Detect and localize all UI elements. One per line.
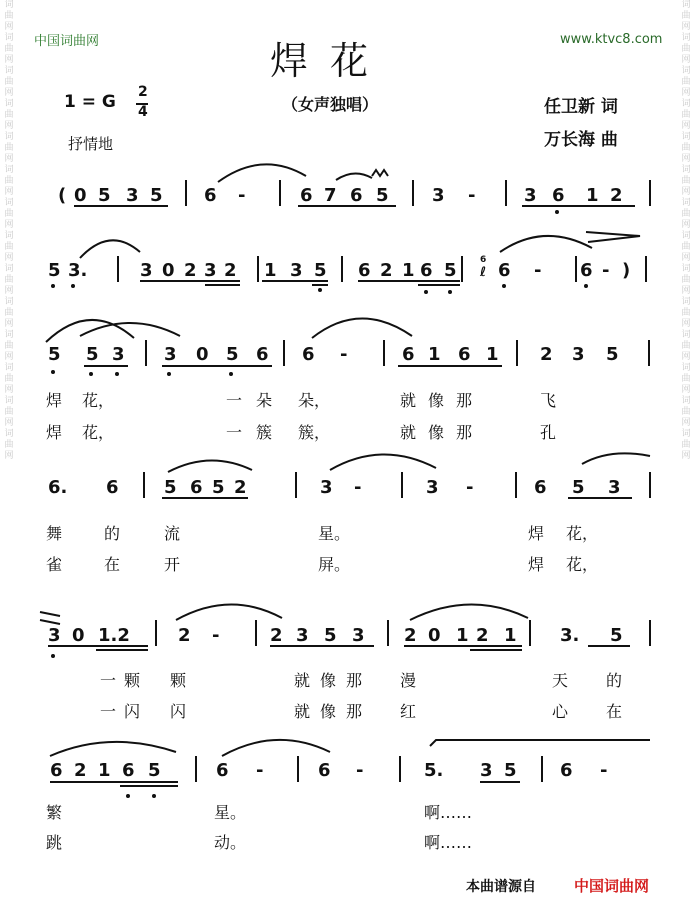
performance-note: （女声独唱） — [282, 95, 379, 114]
lyric-char: 就 — [400, 391, 417, 410]
lyricist-credit: 任卫新 词 — [544, 97, 618, 117]
svg-text:2: 2 — [184, 260, 197, 281]
svg-text:1: 1 — [456, 625, 469, 646]
svg-text:-: - — [354, 477, 362, 498]
svg-text:6: 6 — [318, 760, 331, 781]
svg-text:6: 6 — [402, 344, 415, 365]
time-signature-top: 2 — [138, 84, 148, 100]
svg-text:1: 1 — [504, 625, 517, 646]
svg-text:3: 3 — [204, 260, 217, 281]
svg-text:-: - — [602, 260, 610, 281]
lyric-char: 一 — [226, 423, 243, 442]
svg-text:5.: 5. — [424, 760, 444, 781]
lyric-char: 的 — [606, 671, 623, 690]
key-signature: 1 = G — [64, 92, 116, 112]
svg-text:6: 6 — [498, 260, 511, 281]
lyric-char: 朵， — [298, 391, 331, 410]
svg-text:6: 6 — [50, 760, 63, 781]
lyric-char: 闪 — [124, 702, 141, 721]
svg-text:6: 6 — [480, 255, 487, 265]
svg-text:6: 6 — [216, 760, 229, 781]
lyric-char: 就 — [400, 423, 417, 442]
svg-text:-: - — [238, 185, 246, 206]
svg-text:2: 2 — [234, 477, 247, 498]
svg-text:5: 5 — [212, 477, 225, 498]
svg-text:3: 3 — [480, 760, 493, 781]
lyric-char: 一 — [100, 702, 117, 721]
svg-text:2: 2 — [224, 260, 237, 281]
lyric-char: 花， — [566, 555, 599, 574]
svg-text:5: 5 — [150, 185, 163, 206]
svg-text:0: 0 — [72, 625, 85, 646]
lyric-char: 雀 — [46, 555, 63, 574]
lyric-char: 就 — [294, 702, 311, 721]
svg-text:5: 5 — [324, 625, 337, 646]
svg-text:6: 6 — [420, 260, 433, 281]
composer-credit: 万长海 曲 — [544, 130, 618, 150]
svg-text:-: - — [256, 760, 264, 781]
lyric-char: 啊…… — [424, 833, 473, 852]
svg-text:3.: 3. — [560, 625, 580, 646]
lyric-char: 一 — [226, 391, 243, 410]
lyric-char: 花， — [566, 524, 599, 543]
tempo-marking: 抒情地 — [68, 135, 114, 153]
lyric-char: 朵 — [256, 391, 273, 410]
svg-text:1: 1 — [402, 260, 415, 281]
lyric-char: 簇 — [256, 423, 273, 442]
lyric-char: 像 — [320, 702, 337, 721]
svg-text:0: 0 — [428, 625, 441, 646]
svg-text:0: 0 — [162, 260, 175, 281]
svg-text:6: 6 — [458, 344, 471, 365]
svg-text:3: 3 — [426, 477, 439, 498]
lyric-char: 星。 — [214, 803, 247, 822]
lyric-char: 的 — [104, 524, 121, 543]
svg-text:6: 6 — [256, 344, 269, 365]
svg-text:3: 3 — [608, 477, 621, 498]
svg-text:1: 1 — [98, 760, 111, 781]
svg-text:0: 0 — [74, 185, 87, 206]
svg-text:-: - — [212, 625, 220, 646]
lyric-char: 漫 — [400, 671, 417, 690]
lyric-char: 颗 — [170, 671, 187, 690]
svg-text:): ) — [622, 260, 631, 281]
lyric-char: 舞 — [46, 524, 63, 543]
lyric-char: 焊 — [46, 391, 63, 410]
lyric-char: 花， — [82, 391, 115, 410]
svg-text:3: 3 — [140, 260, 153, 281]
lyric-char: 像 — [428, 391, 445, 410]
svg-text:-: - — [468, 185, 476, 206]
lyric-char: 焊 — [46, 423, 63, 442]
lyric-char: 那 — [346, 671, 363, 690]
svg-text:3: 3 — [524, 185, 537, 206]
svg-text:5: 5 — [610, 625, 623, 646]
svg-text:6: 6 — [300, 185, 313, 206]
svg-text:3: 3 — [296, 625, 309, 646]
svg-text:-: - — [356, 760, 364, 781]
lyric-char: 飞 — [540, 391, 557, 410]
svg-text:3: 3 — [48, 625, 61, 646]
svg-text:6: 6 — [350, 185, 363, 206]
footer-source-label: 本曲谱源自 — [466, 879, 536, 895]
svg-text:6: 6 — [580, 260, 593, 281]
lyric-char: 焊 — [528, 555, 545, 574]
footer-source-site[interactable]: 中国词曲网 — [574, 877, 650, 895]
svg-text:2: 2 — [270, 625, 283, 646]
svg-text:5: 5 — [226, 344, 239, 365]
lyric-char: 焊 — [528, 524, 545, 543]
svg-text:5: 5 — [48, 260, 61, 281]
svg-text:5: 5 — [572, 477, 585, 498]
lyric-char: 闪 — [170, 702, 187, 721]
svg-text:(: ( — [58, 185, 67, 206]
svg-text:3: 3 — [352, 625, 365, 646]
svg-text:6: 6 — [552, 185, 565, 206]
lyric-char: 星。 — [318, 524, 351, 543]
svg-text:2: 2 — [540, 344, 553, 365]
svg-text:5: 5 — [86, 344, 99, 365]
lyric-char: 像 — [320, 671, 337, 690]
lyric-char: 那 — [346, 702, 363, 721]
lyric-char: 花， — [82, 423, 115, 442]
svg-text:1: 1 — [486, 344, 499, 365]
lyric-char: 孔 — [540, 423, 557, 442]
svg-text:5: 5 — [504, 760, 517, 781]
svg-text:3.: 3. — [68, 260, 88, 281]
svg-text:2: 2 — [178, 625, 191, 646]
svg-text:6: 6 — [560, 760, 573, 781]
svg-text:3: 3 — [432, 185, 445, 206]
svg-text:-: - — [600, 760, 608, 781]
lyric-char: 那 — [456, 423, 473, 442]
lyric-char: 颗 — [124, 671, 141, 690]
svg-text:2: 2 — [380, 260, 393, 281]
lyric-char: 红 — [400, 702, 417, 721]
svg-text:-: - — [534, 260, 542, 281]
side-watermark-right: 词曲网词曲网词曲网词曲网词曲网词曲网词曲网词曲网词曲网词曲网词曲网词曲网词曲网词曲网 — [681, 0, 691, 461]
lyric-char: 天 — [552, 671, 569, 690]
svg-text:6.: 6. — [48, 477, 68, 498]
svg-text:6: 6 — [190, 477, 203, 498]
svg-text:1.2: 1.2 — [98, 625, 130, 646]
svg-text:2: 2 — [610, 185, 623, 206]
svg-text:6: 6 — [204, 185, 217, 206]
lyric-char: 繁 — [46, 803, 63, 822]
svg-text:5: 5 — [376, 185, 389, 206]
svg-text:5: 5 — [164, 477, 177, 498]
svg-text:-: - — [466, 477, 474, 498]
svg-text:6: 6 — [302, 344, 315, 365]
svg-text:5: 5 — [444, 260, 457, 281]
svg-text:5: 5 — [48, 344, 61, 365]
svg-text:0: 0 — [196, 344, 209, 365]
svg-text:3: 3 — [572, 344, 585, 365]
svg-text:3: 3 — [164, 344, 177, 365]
song-title: 焊花 — [270, 39, 391, 83]
lyric-char: 跳 — [46, 833, 63, 852]
lyric-char: 一 — [100, 671, 117, 690]
svg-text:1: 1 — [586, 185, 599, 206]
lyric-char: 簇， — [298, 423, 331, 442]
lyric-char: 动。 — [214, 833, 247, 852]
svg-text:2: 2 — [476, 625, 489, 646]
lyric-char: 流 — [164, 524, 181, 543]
lyric-char: 屏。 — [318, 555, 351, 574]
svg-text:1: 1 — [428, 344, 441, 365]
svg-text:3: 3 — [290, 260, 303, 281]
svg-text:6: 6 — [106, 477, 119, 498]
svg-text:6: 6 — [358, 260, 371, 281]
svg-text:ℓ: ℓ — [480, 265, 487, 280]
lyric-char: 像 — [428, 423, 445, 442]
time-signature-bottom: 4 — [138, 104, 148, 120]
header-site-right: www.ktvc8.com — [560, 32, 663, 47]
svg-text:6: 6 — [534, 477, 547, 498]
svg-text:6: 6 — [122, 760, 135, 781]
lyric-char: 在 — [104, 555, 121, 574]
svg-text:1: 1 — [264, 260, 277, 281]
lyric-char: 那 — [456, 391, 473, 410]
lyric-char: 开 — [164, 555, 181, 574]
svg-text:7: 7 — [324, 185, 337, 206]
svg-text:2: 2 — [74, 760, 87, 781]
svg-text:3: 3 — [126, 185, 139, 206]
svg-text:5: 5 — [148, 760, 161, 781]
svg-text:5: 5 — [98, 185, 111, 206]
svg-text:3: 3 — [112, 344, 125, 365]
lyric-char: 在 — [606, 702, 623, 721]
svg-text:-: - — [340, 344, 348, 365]
svg-text:2: 2 — [404, 625, 417, 646]
svg-text:3: 3 — [320, 477, 333, 498]
svg-text:5: 5 — [606, 344, 619, 365]
lyric-char: 心 — [552, 702, 569, 721]
lyric-char: 啊…… — [424, 803, 473, 822]
lyric-char: 就 — [294, 671, 311, 690]
side-watermark-left: 词曲网词曲网词曲网词曲网词曲网词曲网词曲网词曲网词曲网词曲网词曲网词曲网词曲网词曲网 — [4, 0, 14, 461]
header-site-left: 中国词曲网 — [34, 34, 100, 49]
svg-text:5: 5 — [314, 260, 327, 281]
